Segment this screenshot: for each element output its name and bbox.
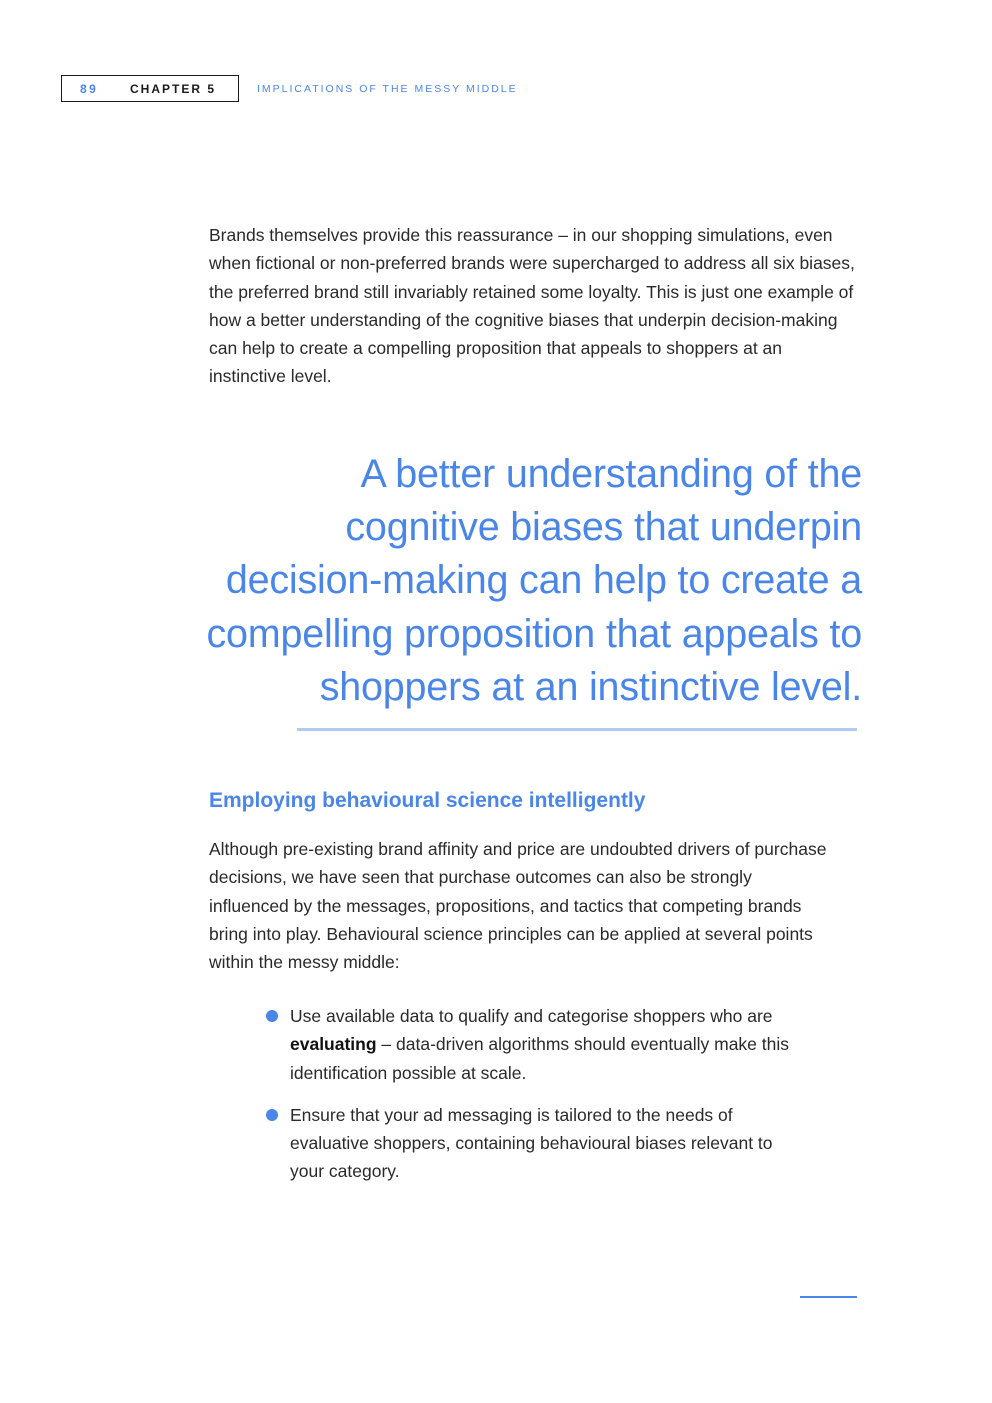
pull-quote-line: shoppers at an instinctive level.: [319, 664, 862, 709]
pull-quote-line: compelling proposition that appeals to: [206, 611, 862, 656]
bullet-text: – data-driven algorithms should eventually make this identification possible at scale.: [290, 1034, 790, 1083]
intro-paragraph: Brands themselves provide this reassurance – in our shopping simulations, even when fictional or non-preferred brands were supercharged to address all six biases, the preferred brand still invariably retained some loyalty. This is just one example of how a better understanding of the cognitive biases that underpin decision-making can help to create a compelling proposition that appeals to shoppers at an instinctive level.: [209, 225, 855, 387]
bullet-text: Ensure that your ad messaging is tailored to the needs of evaluative shoppers, containing behavioural biases relevant to your category.: [290, 1104, 773, 1182]
bullet-emphasis: evaluating: [290, 1034, 377, 1055]
pull-quote-line: cognitive biases that underpin: [345, 505, 862, 550]
bullet-list: [265, 1002, 805, 1200]
pull-quote-line: decision-making can help to create a: [225, 558, 862, 603]
footer-divider: [800, 1296, 857, 1298]
section-paragraph: Although pre-existing brand affinity and price are undoubted drivers of purchase decisions, we have seen that purchase outcomes can also be strongly influenced by the messages, propositions, and tactics that competing brands bring into play. Behavioural science principles can be applied at several points within the messy middle:: [209, 839, 827, 973]
page-number: 89: [80, 82, 99, 96]
bullet-dot-icon: [266, 1010, 278, 1022]
list-item: [265, 1101, 805, 1186]
pull-quote-divider: [297, 728, 857, 731]
section-heading: Employing behavioural science intelligently: [209, 789, 646, 812]
bullet-dot-icon: [266, 1109, 278, 1121]
bullet-text: Use available data to qualify and categorise shoppers who are: [290, 1006, 773, 1026]
list-item: [265, 1002, 805, 1087]
pull-quote-line: A better understanding of the: [360, 452, 862, 496]
chapter-header-box: [61, 75, 239, 102]
chapter-label: CHAPTER 5: [130, 82, 217, 96]
running-section-title: IMPLICATIONS OF THE MESSY MIDDLE: [257, 83, 518, 95]
pull-quote: [140, 448, 862, 714]
